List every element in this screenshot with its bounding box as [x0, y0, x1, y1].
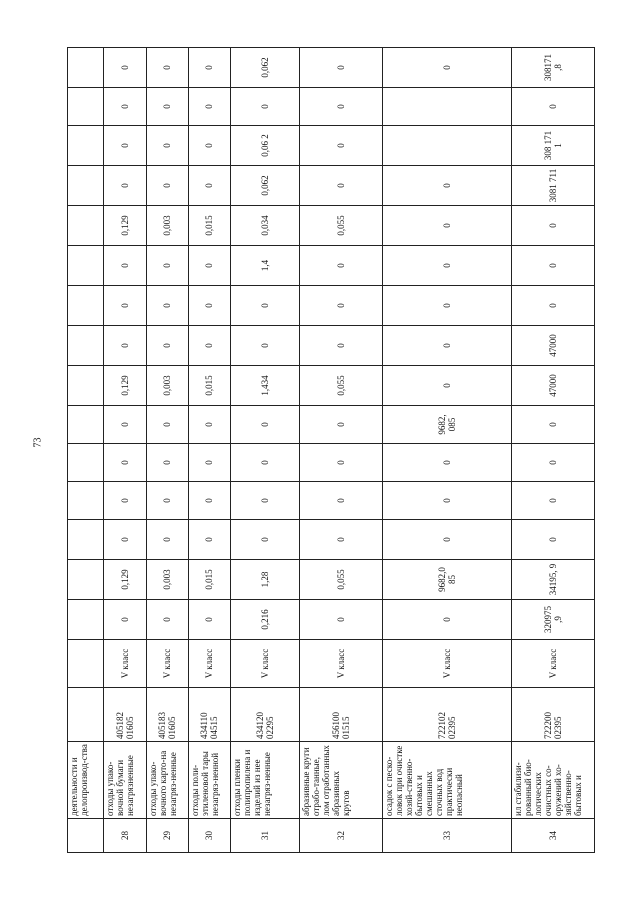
value-cell: 320975 ,9: [511, 600, 594, 640]
waste-name: ил стабилизи-рованный био-логических очистных со-оружений хо-зяйственно-бытовых и: [511, 742, 594, 819]
value-cell: 47000: [511, 326, 594, 366]
value-cell: 0: [300, 126, 383, 166]
value-cell: 0: [146, 126, 188, 166]
fkko-code: 405183 01605: [146, 688, 188, 742]
hazard-class: V класс: [104, 640, 146, 688]
value-cell: 3081 711: [511, 166, 594, 206]
value-cell: 0,129: [104, 366, 146, 406]
value-cell: 0,015: [188, 560, 230, 600]
value-cell: [383, 126, 512, 166]
value-cell: 0: [383, 48, 512, 88]
value-cell: 0,062: [230, 48, 299, 88]
value-cell: 0: [104, 286, 146, 326]
value-cell: 0: [230, 326, 299, 366]
value-cell: 0: [146, 326, 188, 366]
waste-name: абразивные круги отрабо-танные, лом отработанных абразивных кругов: [300, 742, 383, 819]
value-cell: 0: [146, 286, 188, 326]
value-cell: 0: [104, 406, 146, 444]
value-cell: 0: [146, 444, 188, 482]
value-cell: 0: [146, 48, 188, 88]
table-row: [300, 48, 383, 853]
value-cell: 0,003: [146, 366, 188, 406]
rotated-table-container: [67, 54, 595, 853]
waste-name: отходы упако-вочной бумаги незагрязненные: [104, 742, 146, 819]
value-cell: 0: [188, 520, 230, 560]
value-cell: 0: [146, 600, 188, 640]
value-cell: 0: [383, 520, 512, 560]
value-cell: 0: [146, 520, 188, 560]
value-cell: 0: [300, 520, 383, 560]
value-cell: 1,28: [230, 560, 299, 600]
value-cell: 0,129: [104, 560, 146, 600]
value-cell: 0: [104, 246, 146, 286]
value-cell: 0: [104, 444, 146, 482]
value-cell: 0: [230, 88, 299, 126]
value-cell: 0,015: [188, 366, 230, 406]
value-cell: 0: [383, 246, 512, 286]
fkko-code: 405182 01605: [104, 688, 146, 742]
value-cell: 0: [383, 366, 512, 406]
value-cell: 0: [383, 326, 512, 366]
value-cell: 0: [383, 482, 512, 520]
row-number: 32: [300, 819, 383, 853]
value-cell: 0: [300, 88, 383, 126]
table-row: [383, 48, 512, 853]
value-cell: 0: [146, 246, 188, 286]
value-cell: 0: [511, 482, 594, 520]
value-cell: 0,062: [230, 166, 299, 206]
value-cell: 0: [146, 166, 188, 206]
value-cell: 0: [188, 482, 230, 520]
fkko-code: 722200 02395: [511, 688, 594, 742]
fkko-code: 434120 02295: [230, 688, 299, 742]
table-header-fragment-row: [68, 48, 104, 853]
value-cell: 0: [188, 48, 230, 88]
value-cell: 0: [104, 326, 146, 366]
value-cell: 0: [104, 48, 146, 88]
value-cell: 0: [511, 286, 594, 326]
value-cell: 0: [230, 444, 299, 482]
value-cell: 0,216: [230, 600, 299, 640]
page-number: 73: [32, 437, 44, 448]
value-cell: 0,129: [104, 206, 146, 246]
waste-name: осадок с песко-ловок при очистке хозяй-ственно-бытовых и смешанных сточных вод практически неопасный: [383, 742, 512, 819]
value-cell: 0: [300, 166, 383, 206]
value-cell: 308171 ,8: [511, 48, 594, 88]
value-cell: 0: [383, 166, 512, 206]
value-cell: 0: [300, 444, 383, 482]
value-cell: 0: [300, 326, 383, 366]
value-cell: 0: [383, 206, 512, 246]
value-cell: 0: [300, 48, 383, 88]
fkko-code: 722102 02395: [383, 688, 512, 742]
value-cell: 0: [188, 600, 230, 640]
table-row: [104, 48, 146, 853]
value-cell: 0: [188, 166, 230, 206]
value-cell: 0,055: [300, 560, 383, 600]
value-cell: 0: [300, 246, 383, 286]
row-number: 30: [188, 819, 230, 853]
value-cell: 0,034: [230, 206, 299, 246]
table-row: [230, 48, 299, 853]
value-cell: 0: [300, 482, 383, 520]
value-cell: 0: [511, 88, 594, 126]
hazard-class: V класс: [511, 640, 594, 688]
value-cell: 0,055: [300, 366, 383, 406]
value-cell: 0: [146, 406, 188, 444]
value-cell: 0: [300, 406, 383, 444]
value-cell: 0: [511, 406, 594, 444]
hazard-class: V класс: [146, 640, 188, 688]
value-cell: 0: [104, 520, 146, 560]
value-cell: 0: [104, 482, 146, 520]
value-cell: 0: [188, 286, 230, 326]
value-cell: 0: [146, 88, 188, 126]
value-cell: 0: [188, 444, 230, 482]
value-cell: 0: [230, 406, 299, 444]
row-number: 29: [146, 819, 188, 853]
value-cell: 9682, 085: [383, 406, 512, 444]
value-cell: 1,434: [230, 366, 299, 406]
table-row: [511, 48, 594, 853]
value-cell: 0: [104, 600, 146, 640]
value-cell: 0: [383, 444, 512, 482]
hazard-class: V класс: [188, 640, 230, 688]
table-row: [188, 48, 230, 853]
value-cell: 0: [104, 166, 146, 206]
hazard-class: V класс: [300, 640, 383, 688]
value-cell: 0: [511, 444, 594, 482]
value-cell: 0: [300, 600, 383, 640]
value-cell: 0: [188, 126, 230, 166]
hazard-class: V класс: [383, 640, 512, 688]
hazard-class: V класс: [230, 640, 299, 688]
value-cell: 34195, 9: [511, 560, 594, 600]
value-cell: 0,055: [300, 206, 383, 246]
row-number: 28: [104, 819, 146, 853]
value-cell: 0: [511, 246, 594, 286]
table-row: [146, 48, 188, 853]
value-cell: 0: [511, 206, 594, 246]
value-cell: 0,015: [188, 206, 230, 246]
value-cell: 47000: [511, 366, 594, 406]
value-cell: 0: [511, 520, 594, 560]
value-cell: 0: [188, 246, 230, 286]
value-cell: 0: [188, 88, 230, 126]
value-cell: 1,4: [230, 246, 299, 286]
value-cell: 0: [146, 482, 188, 520]
value-cell: 0,003: [146, 560, 188, 600]
fkko-code: 456100 01515: [300, 688, 383, 742]
value-cell: 0,06 2: [230, 126, 299, 166]
value-cell: 0: [230, 520, 299, 560]
value-cell: 0: [188, 326, 230, 366]
waste-name: отходы упако-вочного карто-на незагряз-ненные: [146, 742, 188, 819]
value-cell: 0: [230, 482, 299, 520]
value-cell: 9682,0 85: [383, 560, 512, 600]
waste-balance-table: [67, 47, 595, 853]
value-cell: 308 171 1: [511, 126, 594, 166]
value-cell: 0: [104, 88, 146, 126]
header-fragment: деятельности и делопроизвод-ства: [68, 742, 104, 819]
value-cell: [383, 88, 512, 126]
waste-name: отходы пленки полипропилена и изделий из нее незагряз-ненные: [230, 742, 299, 819]
value-cell: 0: [300, 286, 383, 326]
row-number: 31: [230, 819, 299, 853]
row-number: 33: [383, 819, 512, 853]
fkko-code: 434110 04515: [188, 688, 230, 742]
value-cell: 0: [104, 126, 146, 166]
row-number: 34: [511, 819, 594, 853]
value-cell: 0: [383, 286, 512, 326]
value-cell: 0: [230, 286, 299, 326]
value-cell: 0: [383, 600, 512, 640]
waste-name: отходы поли-этиленовой тары незагряз-ненной: [188, 742, 230, 819]
value-cell: 0,003: [146, 206, 188, 246]
value-cell: 0: [188, 406, 230, 444]
